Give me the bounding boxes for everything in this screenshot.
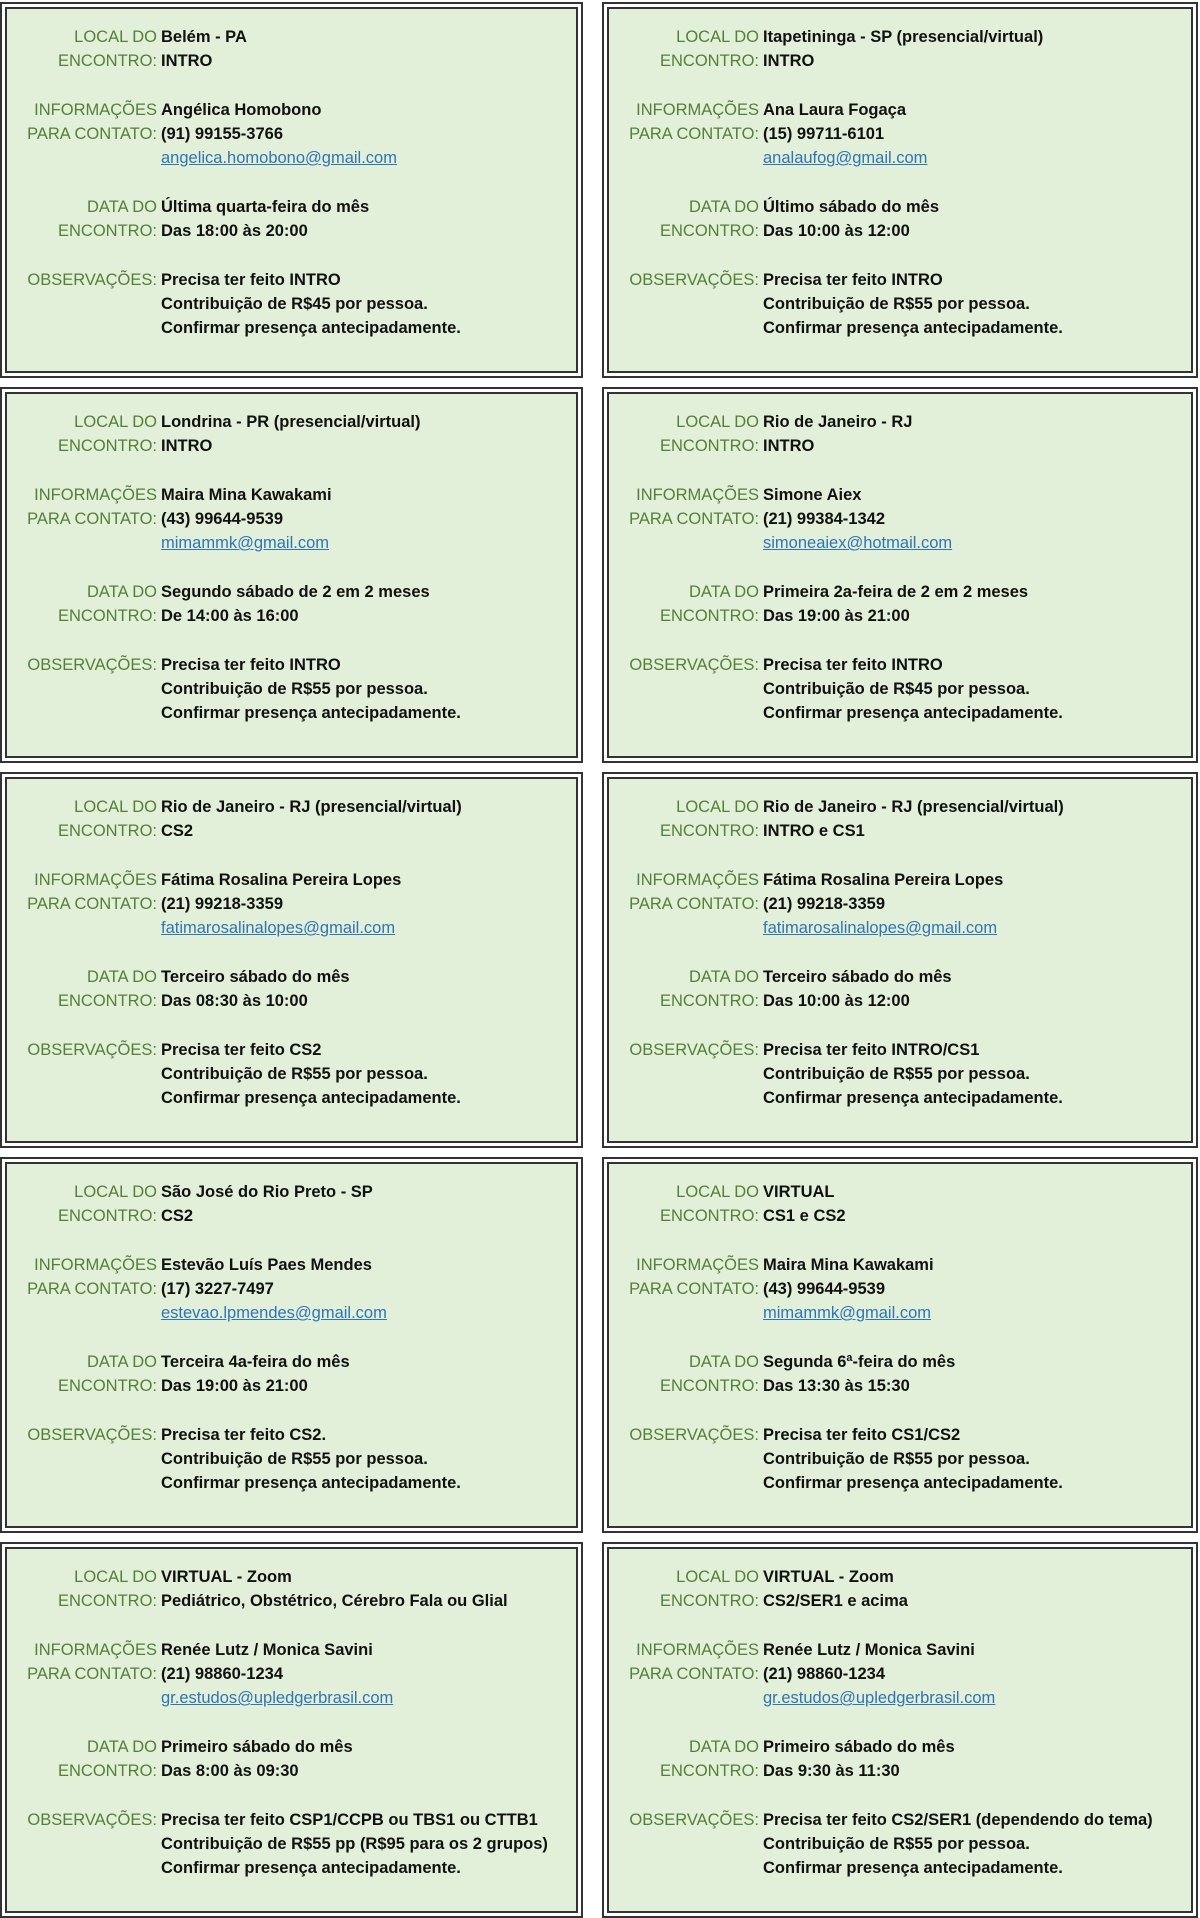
meeting-time: Das 19:00 às 21:00 [763,607,910,625]
card-row [609,1374,1191,1398]
label-data: DATA DO [689,583,759,601]
card-row [7,1735,576,1759]
label-para-contato: PARA CONTATO: [629,510,759,528]
card-row [7,1589,576,1613]
contact-name: Maira Mina Kawakami [763,1256,934,1274]
card-row [7,868,576,892]
card-row [609,1589,1191,1613]
observation-fee: Contribuição de R$55 por pessoa. [763,1835,1030,1853]
meeting-card-body [607,1547,1193,1913]
contact-email-link[interactable]: angelica.homobono@gmail.com [161,149,397,167]
observation-prerequisite: Precisa ter feito INTRO [763,271,943,289]
meeting-type-value: INTRO [763,437,815,455]
card-row [609,434,1191,458]
card-row [609,1253,1191,1277]
label-observacoes: OBSERVAÇÕES: [27,1041,157,1059]
observation-confirm: Confirmar presença antecipadamente. [763,1474,1063,1492]
card-row [7,1086,576,1110]
contact-phone: (21) 99384-1342 [763,510,886,528]
label-informacoes: INFORMAÇÕES [34,1641,157,1659]
label-observacoes: OBSERVAÇÕES: [27,656,157,674]
label-para-contato: PARA CONTATO: [629,1665,759,1683]
meeting-time: Das 10:00 às 12:00 [763,222,910,240]
meeting-type-value: INTRO [161,52,213,70]
contact-name: Maira Mina Kawakami [161,486,332,504]
card-row [609,1086,1191,1110]
card-row [609,531,1191,555]
label-data: DATA DO [87,198,157,216]
label-local: LOCAL DO [676,1183,759,1201]
observation-prerequisite: Precisa ter feito CSP1/CCPB ou TBS1 ou CTTB1 [161,1811,538,1829]
card-row [7,1374,576,1398]
location-value: Rio de Janeiro - RJ (presencial/virtual) [763,798,1064,816]
card-row [609,1759,1191,1783]
label-encontro: ENCONTRO: [58,1762,157,1780]
label-data: DATA DO [689,968,759,986]
observation-prerequisite: Precisa ter feito CS2. [161,1426,327,1444]
label-encontro: ENCONTRO: [660,1762,759,1780]
card-row [609,1423,1191,1447]
contact-email-link[interactable]: mimammk@gmail.com [161,534,330,552]
label-para-contato: PARA CONTATO: [27,1280,157,1298]
meeting-time: Das 8:00 às 09:30 [161,1762,299,1780]
contact-email-link[interactable]: gr.estudos@upledgerbrasil.com [763,1689,996,1707]
contact-email-link[interactable]: estevao.lpmendes@gmail.com [161,1304,387,1322]
observation-confirm: Confirmar presença antecipadamente. [161,704,461,722]
meeting-schedule: Segundo sábado de 2 em 2 meses [161,583,430,601]
observation-prerequisite: Precisa ter feito INTRO [161,271,341,289]
label-local: LOCAL DO [676,28,759,46]
card-row [7,25,576,49]
contact-phone: (21) 98860-1234 [763,1665,886,1683]
label-local: LOCAL DO [676,798,759,816]
card-row [7,1856,576,1880]
meeting-card [0,387,583,763]
card-row [7,292,576,316]
card-row [609,98,1191,122]
meeting-card [602,1542,1198,1918]
label-para-contato: PARA CONTATO: [629,125,759,143]
card-row [609,219,1191,243]
label-encontro: ENCONTRO: [58,992,157,1010]
meeting-card-body [607,1162,1193,1528]
label-encontro: ENCONTRO: [58,822,157,840]
meeting-card-body [5,7,578,373]
observation-fee: Contribuição de R$55 por pessoa. [161,680,428,698]
label-encontro: ENCONTRO: [660,607,759,625]
card-row [609,1735,1191,1759]
observation-fee: Contribuição de R$55 por pessoa. [763,1065,1030,1083]
card-row [7,989,576,1013]
location-value: VIRTUAL [763,1183,835,1201]
observation-prerequisite: Precisa ter feito INTRO [763,656,943,674]
card-row [7,604,576,628]
card-row [609,892,1191,916]
meeting-type-value: CS2/SER1 e acima [763,1592,908,1610]
meeting-time: Das 08:30 às 10:00 [161,992,308,1010]
contact-phone: (43) 99644-9539 [161,510,284,528]
location-value: Belém - PA [161,28,247,46]
card-row [7,1350,576,1374]
meeting-card [602,1157,1198,1533]
card-row [609,1038,1191,1062]
contact-phone: (21) 99218-3359 [161,895,284,913]
contact-name: Ana Laura Fogaça [763,101,907,119]
contact-email-link[interactable]: simoneaiex@hotmail.com [763,534,953,552]
contact-email-link[interactable]: analaufog@gmail.com [763,149,928,167]
meeting-schedule: Primeiro sábado do mês [763,1738,955,1756]
card-row [609,1686,1191,1710]
label-encontro: ENCONTRO: [58,52,157,70]
observation-fee: Contribuição de R$45 por pessoa. [763,680,1030,698]
card-row [609,410,1191,434]
card-row [609,1808,1191,1832]
observation-fee: Contribuição de R$45 por pessoa. [161,295,428,313]
label-local: LOCAL DO [74,413,157,431]
label-informacoes: INFORMAÇÕES [34,101,157,119]
meeting-time: Das 13:30 às 15:30 [763,1377,910,1395]
location-value: VIRTUAL - Zoom [763,1568,894,1586]
label-observacoes: OBSERVAÇÕES: [27,271,157,289]
card-row [609,195,1191,219]
meeting-schedule: Terceira 4a-feira do mês [161,1353,350,1371]
contact-name: Simone Aiex [763,486,862,504]
card-row [7,892,576,916]
card-row [7,1471,576,1495]
card-row [609,268,1191,292]
card-row [7,410,576,434]
card-row [609,1062,1191,1086]
observation-confirm: Confirmar presença antecipadamente. [763,704,1063,722]
card-row [7,316,576,340]
label-para-contato: PARA CONTATO: [27,510,157,528]
observation-confirm: Confirmar presença antecipadamente. [161,1859,461,1877]
card-row [609,1204,1191,1228]
label-encontro: ENCONTRO: [660,222,759,240]
location-value: Rio de Janeiro - RJ [763,413,913,431]
card-row [7,1038,576,1062]
card-row [609,1350,1191,1374]
label-local: LOCAL DO [74,1183,157,1201]
card-row [7,195,576,219]
card-row [609,701,1191,725]
card-row [609,1180,1191,1204]
card-row [7,49,576,73]
meeting-schedule: Última quarta-feira do mês [161,198,370,216]
card-row [609,1471,1191,1495]
contact-phone: (15) 99711-6101 [763,125,885,143]
card-row [609,965,1191,989]
label-data: DATA DO [689,1738,759,1756]
card-row [609,49,1191,73]
card-row [609,1447,1191,1471]
meeting-time: De 14:00 às 16:00 [161,607,299,625]
meeting-card [0,2,583,378]
label-encontro: ENCONTRO: [660,822,759,840]
meeting-card-body [5,1162,578,1528]
label-encontro: ENCONTRO: [660,992,759,1010]
meeting-card-body [607,392,1193,758]
observation-prerequisite: Precisa ter feito CS2/SER1 (dependendo do tema) [763,1811,1153,1829]
location-value: Rio de Janeiro - RJ (presencial/virtual) [161,798,462,816]
card-row [7,1062,576,1086]
meeting-type-value: INTRO [161,437,213,455]
card-row [7,531,576,555]
card-row [7,653,576,677]
meeting-time: Das 18:00 às 20:00 [161,222,308,240]
label-informacoes: INFORMAÇÕES [636,486,759,504]
card-row [7,98,576,122]
contact-email-link[interactable]: mimammk@gmail.com [763,1304,932,1322]
card-row [7,1204,576,1228]
card-row [609,1301,1191,1325]
card-row [609,916,1191,940]
contact-phone: (17) 3227-7497 [161,1280,274,1298]
label-observacoes: OBSERVAÇÕES: [27,1811,157,1829]
card-row [609,483,1191,507]
label-local: LOCAL DO [676,413,759,431]
observation-prerequisite: Precisa ter feito INTRO/CS1 [763,1041,980,1059]
observation-fee: Contribuição de R$55 por pessoa. [763,295,1030,313]
label-local: LOCAL DO [74,28,157,46]
label-encontro: ENCONTRO: [660,1592,759,1610]
contact-name: Angélica Homobono [161,101,322,119]
card-row [7,146,576,170]
card-row [7,1253,576,1277]
label-encontro: ENCONTRO: [58,222,157,240]
meeting-type-value: CS2 [161,822,194,840]
card-row [7,1565,576,1589]
label-informacoes: INFORMAÇÕES [636,1256,759,1274]
meeting-type-value: INTRO [763,52,815,70]
observation-prerequisite: Precisa ter feito INTRO [161,656,341,674]
card-row [7,268,576,292]
meeting-schedule: Terceiro sábado do mês [161,968,350,986]
label-informacoes: INFORMAÇÕES [34,1256,157,1274]
label-data: DATA DO [87,583,157,601]
meeting-schedule: Primeira 2a-feira de 2 em 2 meses [763,583,1029,601]
card-row [7,1447,576,1471]
card-row [7,1662,576,1686]
card-row [609,1565,1191,1589]
label-data: DATA DO [689,198,759,216]
label-observacoes: OBSERVAÇÕES: [629,1426,759,1444]
observation-fee: Contribuição de R$55 pp (R$95 para os 2 grupos) [161,1835,548,1853]
contact-phone: (91) 99155-3766 [161,125,284,143]
label-para-contato: PARA CONTATO: [629,895,759,913]
card-row [609,989,1191,1013]
label-data: DATA DO [689,1353,759,1371]
label-informacoes: INFORMAÇÕES [636,871,759,889]
meeting-card [0,1542,583,1918]
card-row [609,122,1191,146]
card-row [609,604,1191,628]
label-encontro: ENCONTRO: [58,437,157,455]
meeting-card-body [607,777,1193,1143]
card-row [609,1832,1191,1856]
card-row [7,677,576,701]
card-row [7,1832,576,1856]
label-data: DATA DO [87,1738,157,1756]
label-local: LOCAL DO [676,1568,759,1586]
label-encontro: ENCONTRO: [58,1592,157,1610]
label-observacoes: OBSERVAÇÕES: [629,1811,759,1829]
meeting-card-body [5,1547,578,1913]
observation-fee: Contribuição de R$55 por pessoa. [763,1450,1030,1468]
location-value: São José do Rio Preto - SP [161,1183,373,1201]
label-encontro: ENCONTRO: [660,1207,759,1225]
card-row [7,122,576,146]
card-row [7,580,576,604]
card-row [609,1277,1191,1301]
card-row [7,1638,576,1662]
label-informacoes: INFORMAÇÕES [34,871,157,889]
observation-confirm: Confirmar presença antecipadamente. [763,319,1063,337]
label-data: DATA DO [87,968,157,986]
card-row [7,1808,576,1832]
card-row [7,434,576,458]
label-para-contato: PARA CONTATO: [27,1665,157,1683]
meeting-card [602,2,1198,378]
contact-phone: (43) 99644-9539 [763,1280,886,1298]
label-observacoes: OBSERVAÇÕES: [629,656,759,674]
card-row [7,1301,576,1325]
card-row [7,219,576,243]
meeting-card [602,772,1198,1148]
card-row [609,507,1191,531]
label-observacoes: OBSERVAÇÕES: [629,1041,759,1059]
card-row [7,819,576,843]
label-observacoes: OBSERVAÇÕES: [27,1426,157,1444]
contact-name: Estevão Luís Paes Mendes [161,1256,372,1274]
card-row [609,1856,1191,1880]
observation-confirm: Confirmar presença antecipadamente. [161,319,461,337]
observation-prerequisite: Precisa ter feito CS2 [161,1041,322,1059]
card-row [7,916,576,940]
label-para-contato: PARA CONTATO: [27,895,157,913]
observation-fee: Contribuição de R$55 por pessoa. [161,1450,428,1468]
contact-email-link[interactable]: fatimarosalinalopes@gmail.com [161,919,396,937]
meeting-type-value: Pediátrico, Obstétrico, Cérebro Fala ou Glial [161,1592,508,1610]
card-row [609,677,1191,701]
contact-email-link[interactable]: gr.estudos@upledgerbrasil.com [161,1689,394,1707]
observation-prerequisite: Precisa ter feito CS1/CS2 [763,1426,961,1444]
meeting-type-value: CS2 [161,1207,194,1225]
meeting-schedule: Terceiro sábado do mês [763,968,952,986]
meeting-card-body [5,777,578,1143]
meeting-schedule: Último sábado do mês [763,198,940,216]
label-encontro: ENCONTRO: [660,437,759,455]
card-row [609,795,1191,819]
meeting-time: Das 19:00 às 21:00 [161,1377,308,1395]
meeting-card-body [607,7,1193,373]
contact-name: Renée Lutz / Monica Savini [161,1641,373,1659]
card-row [7,1759,576,1783]
location-value: Londrina - PR (presencial/virtual) [161,413,421,431]
card-row [7,1423,576,1447]
meeting-type-value: CS1 e CS2 [763,1207,846,1225]
contact-email-link[interactable]: fatimarosalinalopes@gmail.com [763,919,998,937]
card-row [609,1662,1191,1686]
card-row [609,25,1191,49]
label-para-contato: PARA CONTATO: [629,1280,759,1298]
meeting-type-value: INTRO e CS1 [763,822,865,840]
card-row [7,1277,576,1301]
contact-name: Fátima Rosalina Pereira Lopes [161,871,402,889]
label-observacoes: OBSERVAÇÕES: [629,271,759,289]
card-row [7,965,576,989]
location-value: Itapetininga - SP (presencial/virtual) [763,28,1044,46]
label-informacoes: INFORMAÇÕES [636,101,759,119]
meeting-card [0,772,583,1148]
card-row [609,580,1191,604]
card-row [609,292,1191,316]
contact-phone: (21) 99218-3359 [763,895,886,913]
label-encontro: ENCONTRO: [660,1377,759,1395]
contact-name: Fátima Rosalina Pereira Lopes [763,871,1004,889]
label-encontro: ENCONTRO: [58,607,157,625]
card-row [7,701,576,725]
label-encontro: ENCONTRO: [660,52,759,70]
card-row [7,1180,576,1204]
meeting-schedule: Segunda 6ª-feira do mês [763,1353,956,1371]
label-local: LOCAL DO [74,1568,157,1586]
location-value: VIRTUAL - Zoom [161,1568,292,1586]
meeting-card-body [5,392,578,758]
label-informacoes: INFORMAÇÕES [636,1641,759,1659]
card-row [609,819,1191,843]
meeting-card [602,387,1198,763]
label-informacoes: INFORMAÇÕES [34,486,157,504]
contact-phone: (21) 98860-1234 [161,1665,284,1683]
card-row [609,868,1191,892]
card-row [7,795,576,819]
label-local: LOCAL DO [74,798,157,816]
meeting-time: Das 10:00 às 12:00 [763,992,910,1010]
card-row [609,146,1191,170]
label-encontro: ENCONTRO: [58,1377,157,1395]
meeting-time: Das 9:30 às 11:30 [763,1762,900,1780]
card-row [609,1638,1191,1662]
label-para-contato: PARA CONTATO: [27,125,157,143]
card-row [609,653,1191,677]
card-row [7,1686,576,1710]
meeting-card [0,1157,583,1533]
label-encontro: ENCONTRO: [58,1207,157,1225]
card-row [609,316,1191,340]
contact-name: Renée Lutz / Monica Savini [763,1641,975,1659]
label-data: DATA DO [87,1353,157,1371]
card-row [7,483,576,507]
observation-confirm: Confirmar presença antecipadamente. [763,1859,1063,1877]
observation-confirm: Confirmar presença antecipadamente. [161,1089,461,1107]
observation-confirm: Confirmar presença antecipadamente. [161,1474,461,1492]
observation-confirm: Confirmar presença antecipadamente. [763,1089,1063,1107]
meeting-schedule: Primeiro sábado do mês [161,1738,353,1756]
card-row [7,507,576,531]
observation-fee: Contribuição de R$55 por pessoa. [161,1065,428,1083]
